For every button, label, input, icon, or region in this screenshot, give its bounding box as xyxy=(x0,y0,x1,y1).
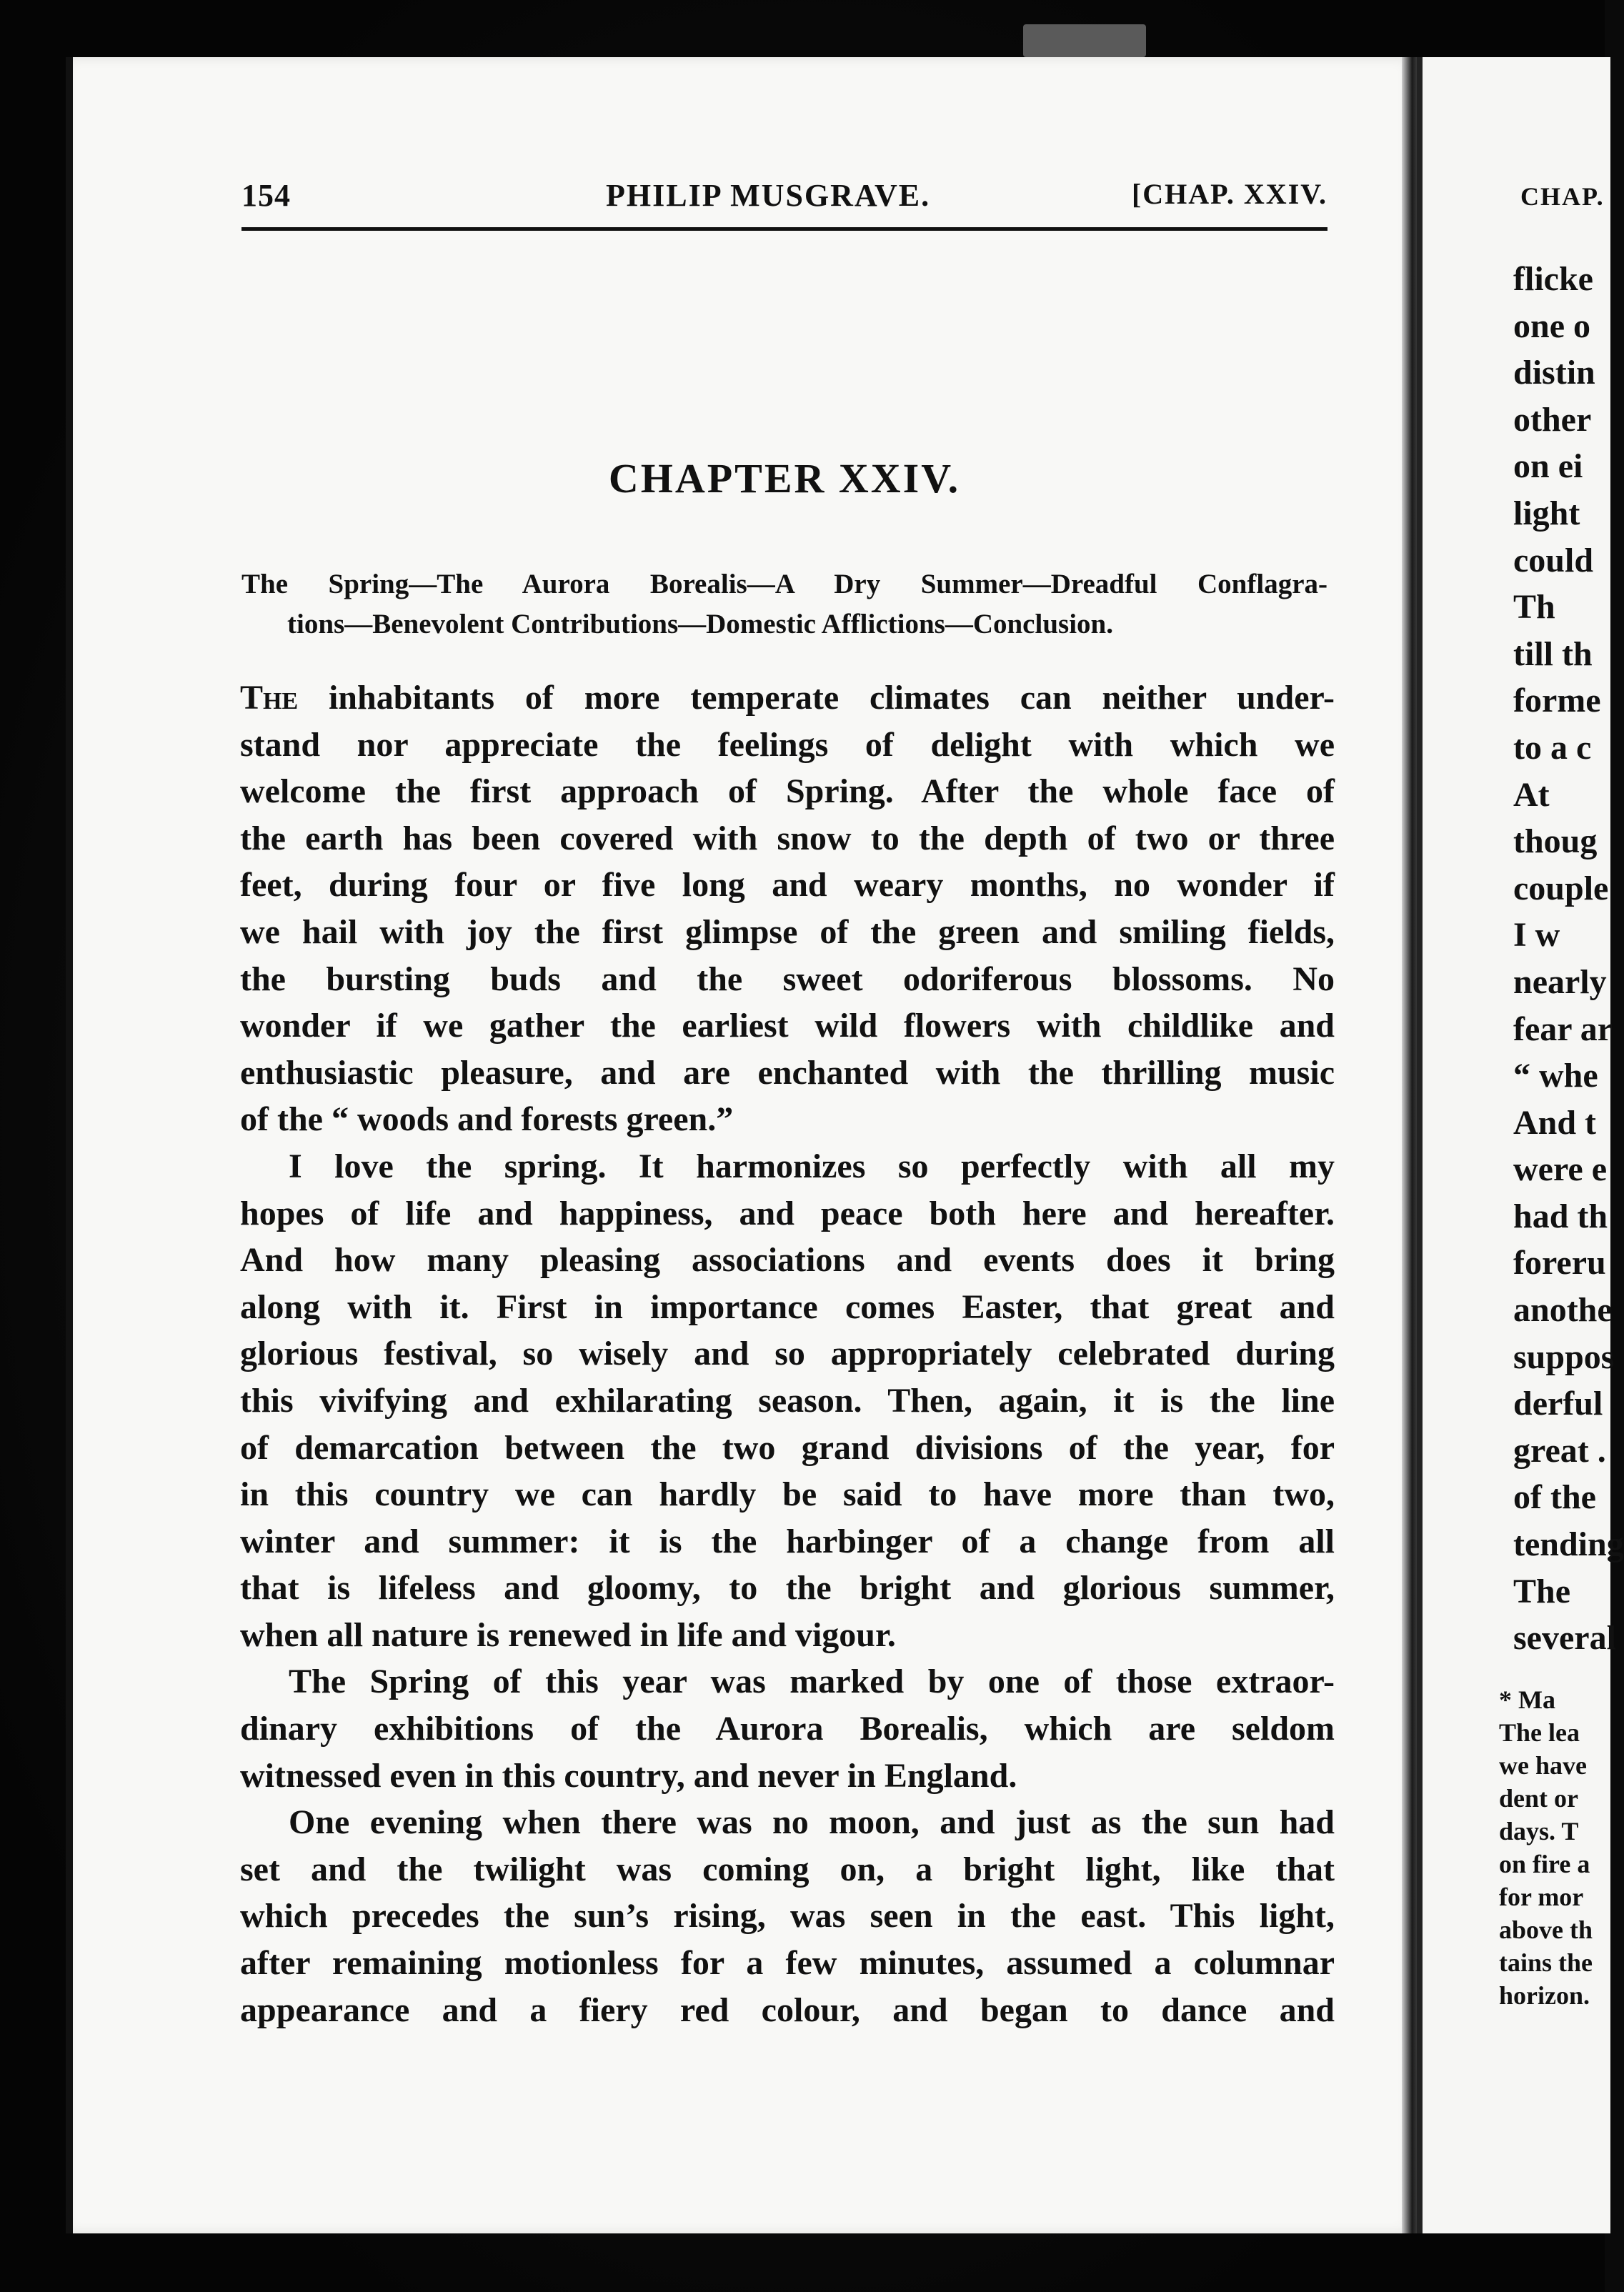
facing-line: tending xyxy=(1513,1525,1624,1564)
body-line: I love the spring. It harmonizes so perfectly with all my xyxy=(289,1147,1335,1185)
facing-line: suppos xyxy=(1513,1337,1615,1376)
chapter-title: CHAPTER XXIV. xyxy=(608,455,961,502)
facing-line: light xyxy=(1513,494,1580,532)
body-line: feet, during four or five long and weary months, no wonder if xyxy=(240,866,1335,905)
facing-line: The xyxy=(1513,1572,1571,1610)
facing-page-footnotes xyxy=(1499,1683,1613,2012)
facing-line: on ei xyxy=(1513,447,1583,486)
body-line: we hail with joy the first glimpse of the green and smiling fields, xyxy=(240,912,1335,951)
body-line: winter and summer: it is the harbinger of a change from all xyxy=(240,1522,1335,1560)
body-line: welcome the first approach of Spring. After the whole face of xyxy=(240,772,1335,811)
running-head xyxy=(241,177,1327,221)
body-line: when all nature is renewed in life and vigour. xyxy=(240,1615,896,1654)
body-line: the bursting buds and the sweet odoriferous blossoms. No xyxy=(240,960,1335,998)
facing-line: derful xyxy=(1513,1385,1603,1423)
body-line: glorious festival, so wisely and so appropriately celebrated during xyxy=(240,1335,1335,1373)
running-title: PHILIP MUSGRAVE. xyxy=(606,178,931,213)
facing-line: other xyxy=(1513,400,1592,439)
header-rule xyxy=(241,227,1327,231)
body-line: And how many pleasing associations and events does it bring xyxy=(240,1241,1335,1280)
body-line: of the “ woods and forests green.” xyxy=(240,1100,734,1139)
body-line: which precedes the sun’s rising, was seen in the east. This light, xyxy=(240,1897,1335,1935)
facing-footnote-line: The lea xyxy=(1499,1718,1580,1747)
body-line: set and the twilight was coming on, a bright light, like that xyxy=(240,1850,1335,1888)
scan-tab-marker xyxy=(1023,24,1146,57)
body-line: dinary exhibitions of the Aurora Borealis, which are seldom xyxy=(240,1710,1335,1748)
body-line: enthusiastic pleasure, and are enchanted with the thrilling music xyxy=(240,1053,1335,1092)
facing-footnote-line: dent or xyxy=(1499,1784,1578,1813)
facing-line: At xyxy=(1513,775,1550,814)
facing-line: great . xyxy=(1513,1431,1606,1470)
facing-line: were e xyxy=(1513,1150,1608,1189)
facing-footnote-line: days. T xyxy=(1499,1817,1579,1845)
facing-line: to a c xyxy=(1513,728,1592,767)
chapter-synopsis xyxy=(241,564,1327,644)
facing-line: till th xyxy=(1513,634,1593,673)
facing-line: I w xyxy=(1513,916,1560,955)
body-line: along with it. First in importance comes Easter, that great and xyxy=(240,1287,1335,1326)
facing-line: had th xyxy=(1513,1197,1608,1235)
facing-footnote-line: for mor xyxy=(1499,1883,1584,1911)
facing-line: could xyxy=(1513,541,1594,579)
facing-page-text xyxy=(1513,256,1624,1662)
running-chapter: [CHAP. XXIV. xyxy=(1131,178,1327,210)
synopsis-line: tions—Benevolent Contributions—Domestic Afflictions—Conclusion. xyxy=(287,609,1113,639)
body-line: wonder if we gather the earliest wild flowers with childlike and xyxy=(240,1007,1335,1045)
body-line: The inhabitants of more temperate climates can neither under- xyxy=(240,679,1335,717)
facing-line: And t xyxy=(1513,1103,1597,1142)
body-line: in this country we can hardly be said to have more than two, xyxy=(240,1475,1335,1514)
facing-line: couple xyxy=(1513,869,1609,907)
body-line: of demarcation between the two grand divisions of the year, for xyxy=(240,1428,1335,1467)
body-line: The Spring of this year was marked by one of those extraor- xyxy=(289,1663,1335,1701)
body-line: One evening when there was no moon, and just as the sun had xyxy=(289,1803,1335,1842)
facing-footnote-line: on fire a xyxy=(1499,1850,1590,1878)
facing-line: thoug xyxy=(1513,822,1598,861)
facing-line: fear ar xyxy=(1513,1010,1613,1048)
drop-word: The xyxy=(240,679,299,717)
body-line: after remaining motionless for a few minutes, assumed a columnar xyxy=(240,1944,1335,1983)
body-line: that is lifeless and gloomy, to the bright and glorious summer, xyxy=(240,1569,1335,1608)
synopsis-line: The Spring—The Aurora Borealis—A Dry Summer—Dreadful Conflagra- xyxy=(241,569,1327,599)
facing-line: foreru xyxy=(1513,1244,1606,1282)
facing-line: nearly xyxy=(1513,962,1607,1001)
facing-line: distin xyxy=(1513,354,1595,392)
facing-line: “ whe xyxy=(1513,1057,1598,1095)
page-number: 154 xyxy=(241,178,291,213)
facing-footnote-line: we have xyxy=(1499,1751,1587,1780)
facing-footnote-line: above th xyxy=(1499,1915,1593,1944)
facing-footnote-line: horizon. xyxy=(1499,1981,1590,2010)
body-line: stand nor appreciate the feelings of delight with which we xyxy=(240,725,1335,764)
facing-line: Th xyxy=(1513,588,1555,627)
facing-footnote-line: tains the xyxy=(1499,1948,1593,1977)
body-line: witnessed even in this country, and never in England. xyxy=(240,1756,1017,1795)
facing-page-head: CHAP. xyxy=(1520,182,1605,211)
body-line: the earth has been covered with snow to the depth of two or three xyxy=(240,819,1335,857)
facing-line: anothe xyxy=(1513,1291,1613,1330)
body-line: appearance and a fiery red colour, and began to dance and xyxy=(240,1990,1335,2029)
body-line: this vivifying and exhilarating season. Then, again, it is the line xyxy=(240,1381,1335,1420)
body-line: hopes of life and happiness, and peace both here and hereafter. xyxy=(240,1194,1335,1232)
body-text xyxy=(240,674,1335,2033)
facing-line: flicke xyxy=(1513,260,1593,298)
facing-line: forme xyxy=(1513,682,1601,720)
facing-line: of the xyxy=(1513,1478,1596,1517)
facing-footnote-line: * Ma xyxy=(1499,1685,1555,1714)
facing-line: several xyxy=(1513,1619,1616,1658)
facing-line: one o xyxy=(1513,307,1590,345)
